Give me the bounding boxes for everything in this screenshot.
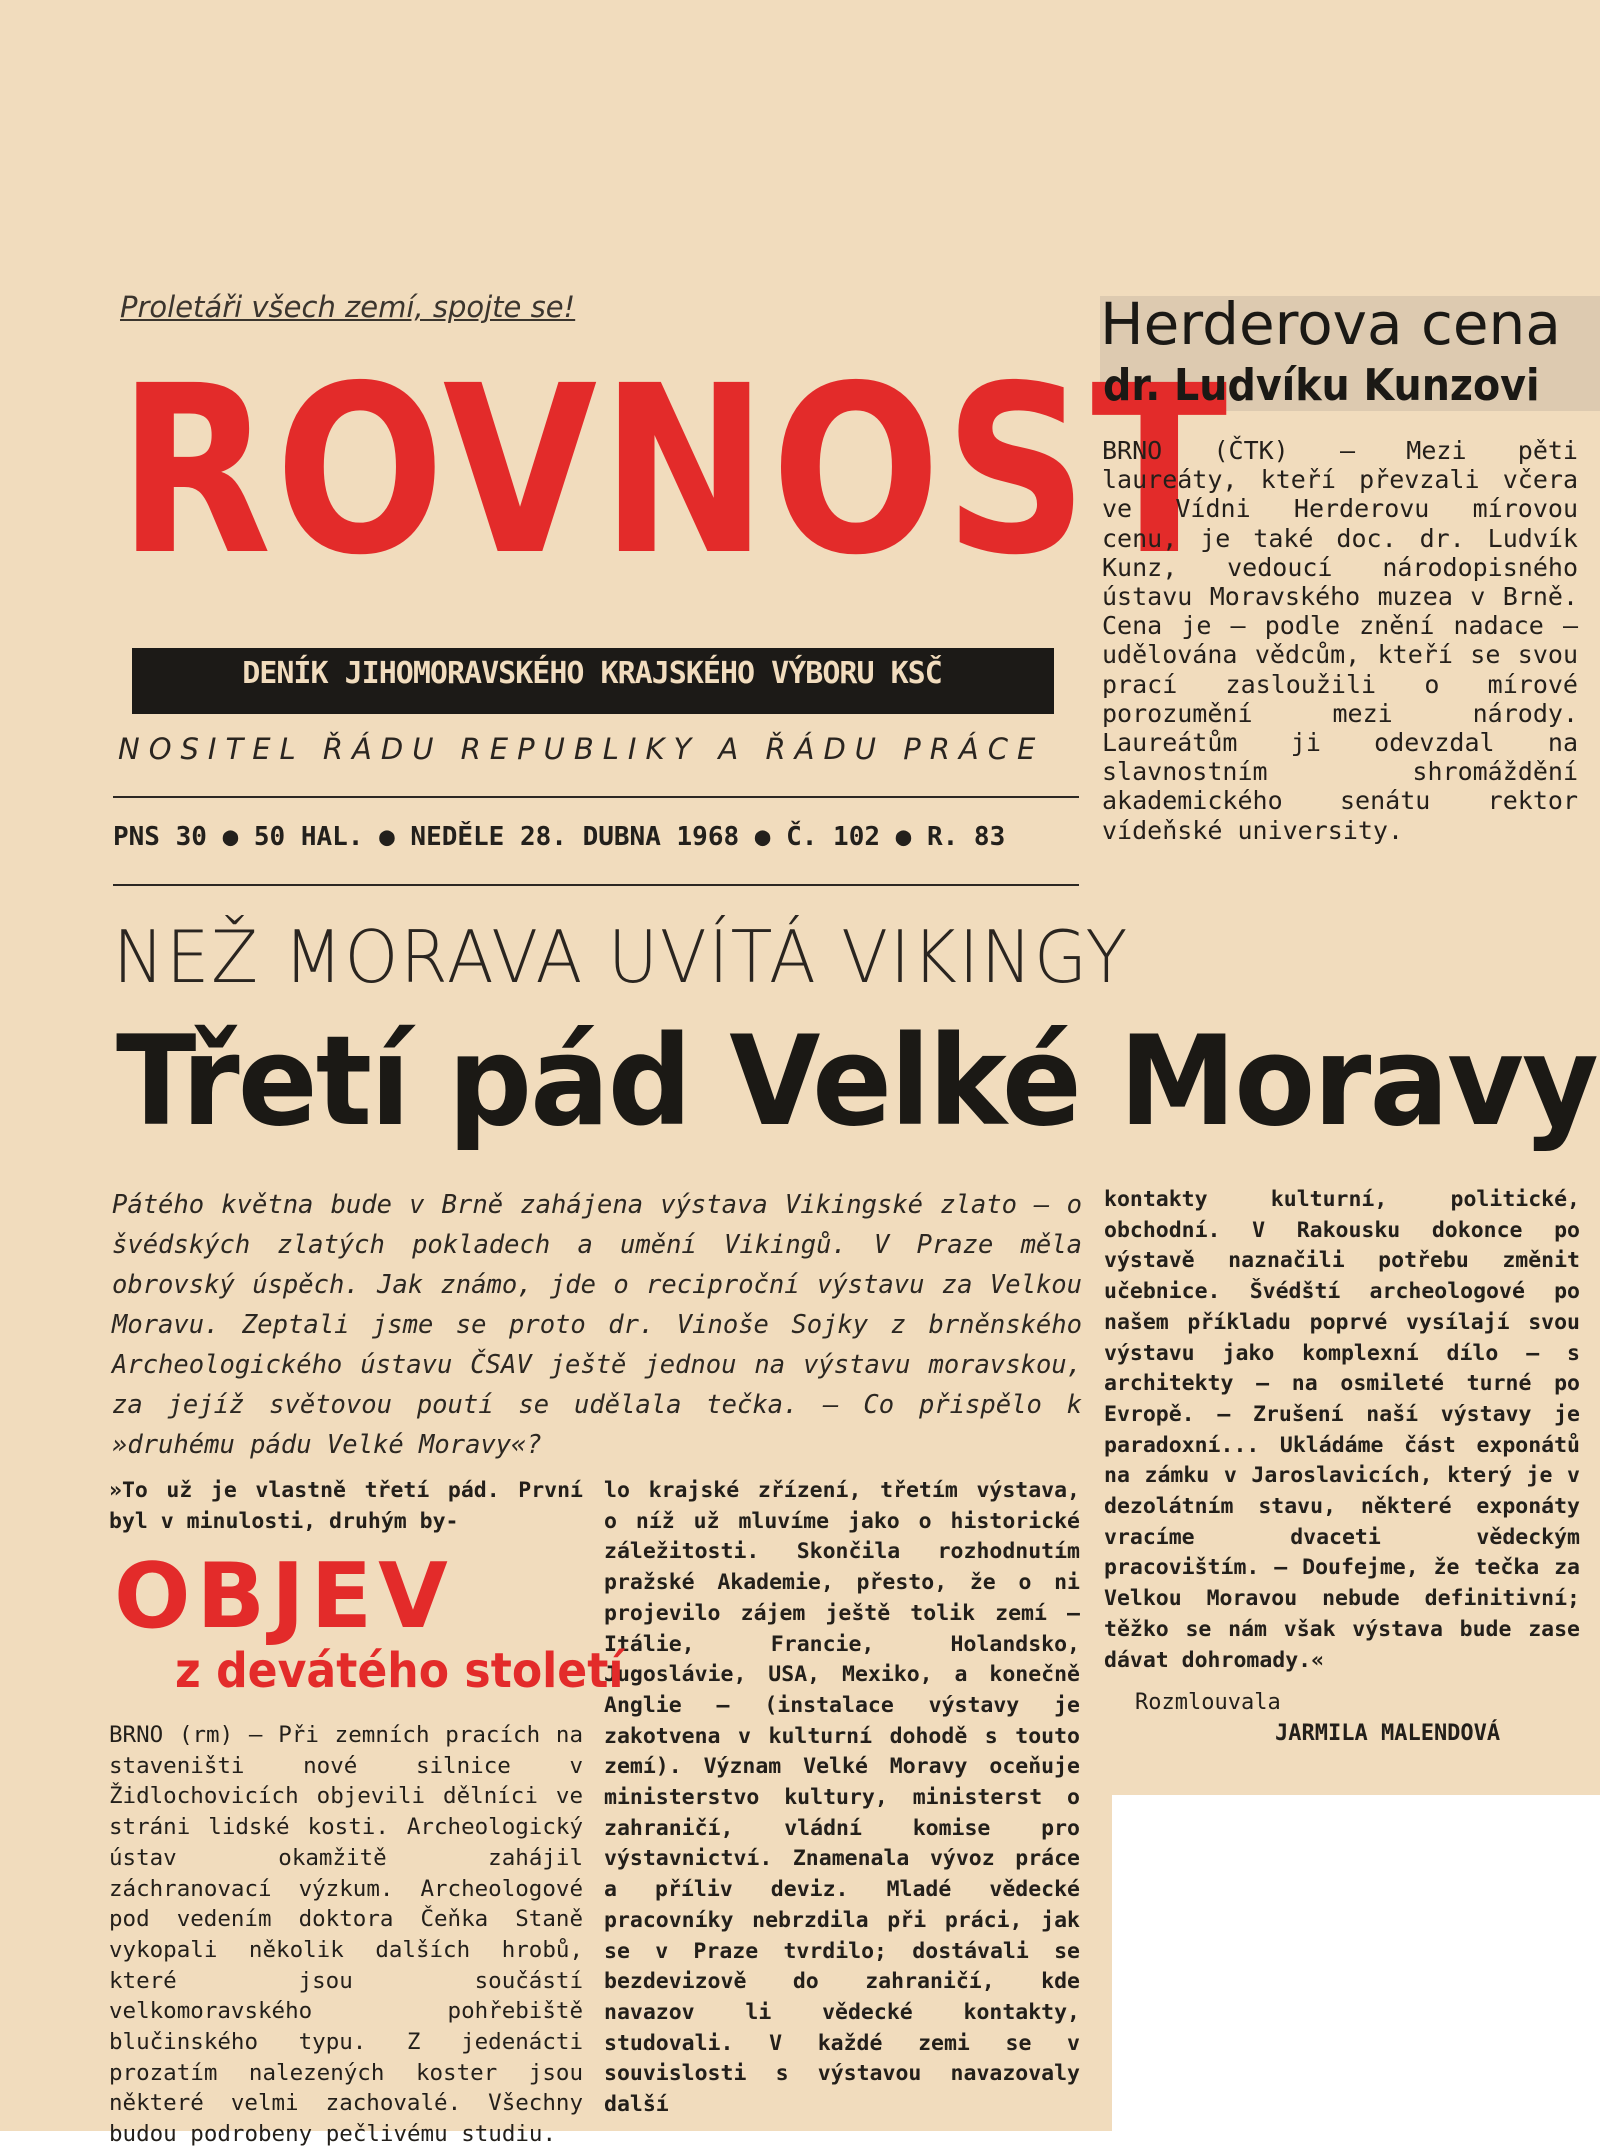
masthead-motto: Proletáři všech zemí, spojte se! [120, 290, 576, 324]
herder-headline: Herderova cena [1100, 290, 1561, 358]
divider-top [113, 796, 1079, 798]
article-signoff-label: Rozmlouvala [1135, 1690, 1281, 1715]
objev-subheadline: z devátého století [175, 1643, 624, 1699]
article-author: JARMILA MALENDOVÁ [1275, 1721, 1501, 1746]
masthead-honor: NOSITEL ŘÁDU REPUBLIKY A ŘÁDU PRÁCE [118, 732, 1045, 766]
article-column-1: »To už je vlastně třetí pád. První byl v minulosti, druhým by- [109, 1478, 583, 1534]
herder-article-body: BRNO (ČTK) — Mezi pěti laureáty, kteří převzali včera ve Vídni Herderovu mírovou cenu, je také doc. dr. Ludvík Kunz, vedoucí národopisného ústavu Moravského muzea v Brně. Cena je — podle znění nadace — udělována vědcům, kteří se svou prací zasloužili o mírové porozumění mezi národy. Laureátům ji odevzdal na slavnostním shromáždění akademického senátu rektor vídeňské university. [1102, 436, 1578, 845]
masthead-dateline: PNS 30 ● 50 HAL. ● NEDĚLE 28. DUBNA 1968 ● Č. 102 ● R. 83 [113, 822, 1006, 852]
article-column-2: lo krajské zřízení, třetím výstava, o níž už mluvíme jako o historické záležitosti. Skončila rozhodnutím pražské Akademie, přesto, že o ni projevilo zájem ještě tolik zemí — Itálie, Francie, Holandsko, Jugoslávie, USA, Mexiko, a konečně Anglie — (instalace výstavy je zakotvena v kulturní dohodě s touto zemí). Význam Velké Moravy oceňuje ministerstvo kultury, ministerst o zahraničí, vládní komise pro výstavnictví. Znamenala vývoz práce a příliv deviz. Mladé vědecké pracovníky nebrzdila při práci, jak se v Praze tvrdilo; dostávali se bezdevizově do zahraničí, kde navazov li vědecké kontakty, studovali. V každé zemi se v souvislosti s výstavou navazovaly další [604, 1478, 1080, 2118]
divider-bottom [113, 884, 1079, 886]
masthead-title: ROVNOST [118, 336, 1231, 606]
objev-article-body: BRNO (rm) — Při zemních pracích na staveništi nové silnice v Židlochovicích objevili dělníci ve stráni lidské kosti. Archeologický ústav okamžitě zahájil záchranovací výzkum. Archeologové pod vedením doktora Čeňka Staně vykopali několik dalších hrobů, které jsou součástí velkomoravského pohřebiště blučinského typu. Z jedenácti prozatím nalezených koster jsou některé velmi zachovalé. Všechny budou podrobeny pečlivému studiu. [109, 1722, 583, 2148]
article-column-3: kontakty kulturní, politické, obchodní. V Rakousku dokonce po výstavě naznačili potřebu změnit učebnice. Švédští archeologové po našem příkladu poprvé vysílají svou výstavu jako komplexní dílo — s architekty — na osmileté turné po Evropě. — Zrušení naší výstavy je paradoxní... Ukládáme část exponátů na zámku v Jaroslavicích, který je v dezolátním stavu, některé exponáty vracíme dvaceti vědeckým pracovištím. — Doufejme, že tečka za Velkou Moravou nebude definitivní; těžko se nám však výstava bude zase dávat dohromady.« [1104, 1187, 1580, 1673]
article-lead: Pátého května bude v Brně zahájena výstava Vikingské zlato — o švédských zlatých pokladech a umění Vikingů. V Praze měla obrovský úspěch. Jak známo, jde o reciproční výstavu za Velkou Moravu. Zeptali jsme se proto dr. Vinoše Sojky z brněnského Archeologického ústavu ČSAV ještě jednou na výstavu moravskou, za jejíž světovou poutí se udělala tečka. — Co přispělo k »druhému pádu Velké Moravy«? [112, 1190, 1082, 1460]
article-headline: Třetí pád Velké Moravy [116, 1010, 1597, 1154]
article-kicker: NEŽ MORAVA UVÍTÁ VIKINGY [113, 915, 1130, 999]
masthead-subtitle: DENÍK JIHOMORAVSKÉHO KRAJSKÉHO VÝBORU KSČ [242, 656, 942, 691]
blank-background [1112, 1795, 1600, 2131]
herder-subheadline: dr. Ludvíku Kunzovi [1103, 360, 1540, 411]
objev-headline: OBJEV [114, 1544, 454, 1649]
